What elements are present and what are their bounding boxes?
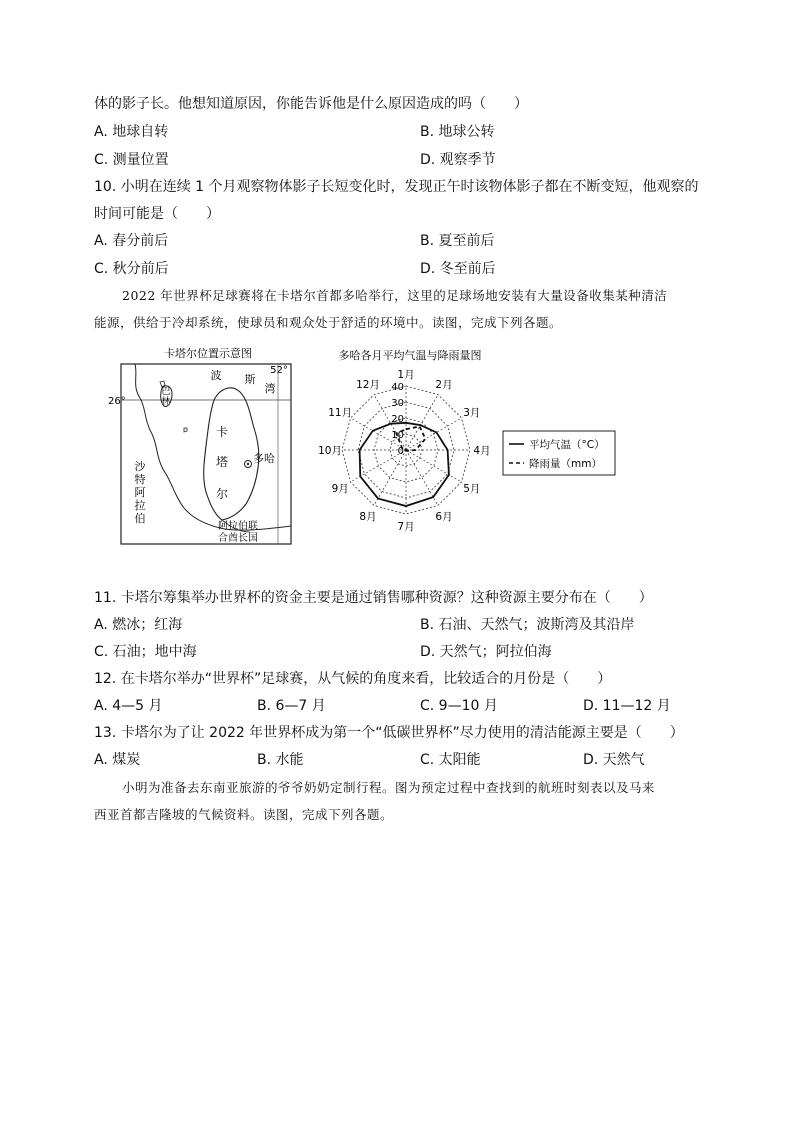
month-label: 5月 — [463, 483, 481, 495]
q13-option-b[interactable]: B. 水能 — [257, 752, 304, 768]
qatar-label-1: 卡 — [215, 425, 229, 439]
sea-label-3: 湾 — [264, 382, 276, 395]
uae-label-1: 阿拉伯联 — [218, 521, 258, 532]
legend-temperature: 平均气温（°C） — [529, 439, 605, 451]
doha-label: 多哈 — [253, 452, 275, 465]
temperature-series-line — [360, 423, 449, 506]
q12-option-a[interactable]: A. 4—5 月 — [94, 698, 163, 714]
doha-climate-radar-chart — [310, 342, 620, 532]
legend-precipitation: 降雨量（mm） — [529, 458, 602, 470]
q9-option-d[interactable]: D. 观察季节 — [420, 152, 496, 168]
month-label: 12月 — [356, 379, 380, 392]
uae-label-2: 合酋长国 — [218, 533, 258, 544]
saudi-label-1: 沙 — [134, 460, 146, 473]
month-label: 8月 — [359, 510, 377, 523]
q10-option-d[interactable]: D. 冬至前后 — [420, 261, 496, 277]
q13-option-d[interactable]: D. 天然气 — [583, 752, 645, 768]
q11-stem: 11. 卡塔尔筹集举办世界杯的资金主要是通过销售哪种资源？这种资源主要分布在（ ） — [94, 590, 653, 606]
q11-option-a[interactable]: A. 燃冰；红海 — [94, 617, 183, 633]
radial-tick-label: 0 — [397, 446, 404, 457]
month-label: 3月 — [463, 407, 481, 419]
q10-option-a[interactable]: A. 春分前后 — [94, 233, 169, 249]
doha-marker-dot-icon — [247, 463, 249, 465]
passage1-line1: 2022 年世界杯足球赛将在卡塔尔首都多哈举行，这里的足球场地安装有大量设备收集某种清洁 — [122, 288, 668, 303]
month-label: 10月 — [318, 445, 342, 457]
month-label: 4月 — [473, 445, 491, 457]
q12-stem: 12. 在卡塔尔举办“世界杯”足球赛，从气候的角度来看，比较适合的月份是（ ） — [94, 671, 612, 687]
chart-title: 多哈各月平均气温与降雨量图 — [338, 349, 482, 362]
qatar-label-2: 塔 — [215, 455, 229, 469]
passage2-line2: 西亚首都吉隆坡的气候资料。读图，完成下列各题。 — [94, 807, 394, 822]
map-title: 卡塔尔位置示意图 — [164, 347, 252, 360]
q12-option-b[interactable]: B. 6—7 月 — [257, 698, 326, 714]
q9-option-a[interactable]: A. 地球自转 — [94, 124, 169, 140]
saudi-label-2: 特 — [134, 473, 146, 486]
q10-stem-line2: 时间可能是（ ） — [94, 206, 220, 222]
sea-label-1: 波 — [210, 369, 222, 382]
radial-tick-label: 40 — [391, 382, 404, 393]
radial-tick-label: 20 — [391, 414, 404, 425]
q11-option-c[interactable]: C. 石油；地中海 — [94, 644, 197, 660]
q11-option-b[interactable]: B. 石油、天然气；波斯湾及其沿岸 — [420, 617, 635, 633]
month-label: 6月 — [435, 510, 453, 523]
q10-stem-line1: 10. 小明在连续 1 个月观察物体影子长短变化时，发现正午时该物体影子都在不断变短，他观察的 — [94, 179, 699, 195]
radial-tick-label: 30 — [391, 398, 404, 409]
q9-option-c[interactable]: C. 测量位置 — [94, 152, 169, 168]
longitude-label: 52° — [270, 365, 288, 376]
q13-option-c[interactable]: C. 太阳能 — [420, 752, 481, 768]
q9-option-b[interactable]: B. 地球公转 — [420, 124, 495, 140]
latitude-label: 26° — [108, 396, 126, 407]
month-label: 9月 — [331, 483, 349, 495]
bahrain-label-1: 巴 — [161, 387, 171, 397]
radial-tick-label: 10 — [391, 430, 404, 441]
passage1-line2: 能源，供给于冷却系统，使球员和观众处于舒适的环境中。读图，完成下列各题。 — [94, 315, 563, 330]
q10-option-c[interactable]: C. 秋分前后 — [94, 261, 169, 277]
q10-option-b[interactable]: B. 夏至前后 — [420, 233, 495, 249]
radar-spoke — [406, 450, 461, 482]
saudi-label-3: 阿 — [134, 486, 146, 499]
q12-option-d[interactable]: D. 11—12 月 — [583, 698, 671, 714]
qatar-label-3: 尔 — [215, 487, 229, 501]
q13-option-a[interactable]: A. 煤炭 — [94, 752, 141, 768]
month-label: 2月 — [435, 379, 453, 392]
month-label: 1月 — [397, 369, 415, 381]
month-label: 7月 — [397, 521, 415, 533]
q11-option-d[interactable]: D. 天然气；阿拉伯海 — [420, 644, 552, 660]
q13-stem: 13. 卡塔尔为了让 2022 年世界杯成为第一个“低碳世界杯”尽力使用的清洁能源主要是（ ） — [94, 725, 684, 741]
q9-stem: 体的影子长。他想知道原因，你能告诉他是什么原因造成的吗（ ） — [94, 96, 528, 112]
month-label: 11月 — [328, 407, 353, 419]
passage2-line1: 小明为准备去东南亚旅游的爷爷奶奶定制行程。图为预定过程中查找到的航班时刻表以及马来 — [122, 780, 656, 795]
saudi-label-4: 拉 — [134, 499, 146, 512]
bahrain-label-2: 林 — [161, 397, 171, 407]
sea-label-2: 斯 — [244, 373, 256, 386]
qatar-location-map — [110, 342, 300, 548]
saudi-label-5: 伯 — [134, 512, 146, 525]
q12-option-c[interactable]: C. 9—10 月 — [420, 698, 498, 714]
